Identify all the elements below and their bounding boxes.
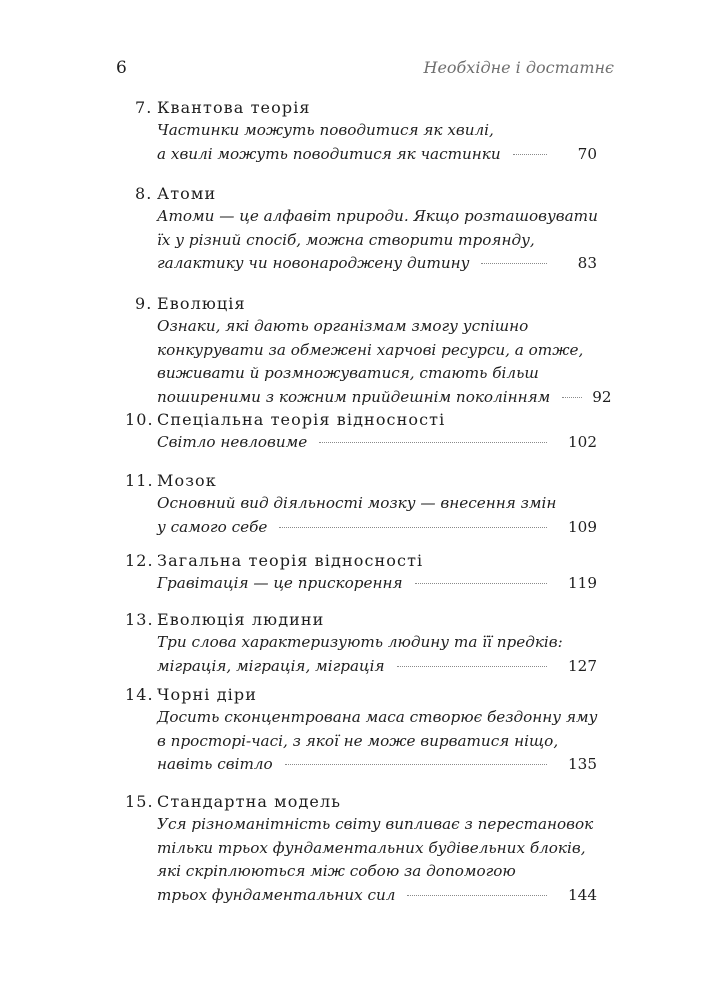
- chapter-title-text: Еволюція: [157, 294, 246, 313]
- chapter-title-text: Атоми: [157, 184, 217, 203]
- description-line: міграція, міграція, міграція: [157, 656, 385, 675]
- description-line: Досить сконцентрована маса створює бездонну яму: [157, 708, 598, 726]
- chapter-number: 8.: [135, 184, 153, 203]
- chapter-number: 11.: [125, 471, 154, 490]
- chapter-title-text: Спеціальна теорія відносності: [157, 410, 446, 429]
- chapter-description: [125, 431, 595, 455]
- page-reference: 109: [568, 517, 597, 536]
- description-line: Атоми — це алфавіт природи. Якщо розташовувати: [157, 207, 598, 225]
- page-reference: 102: [568, 433, 597, 451]
- description-line: навіть світло: [157, 755, 273, 773]
- chapter-number: 14.: [125, 685, 154, 704]
- dot-leader: [279, 527, 547, 528]
- toc-entry-15: [125, 790, 595, 907]
- chapter-title: [135, 182, 595, 205]
- toc-entry-9: [135, 292, 612, 409]
- toc-entry-12: [125, 549, 595, 596]
- chapter-description: [125, 706, 598, 777]
- toc-entry-13: [125, 608, 595, 678]
- chapter-description: [135, 119, 595, 166]
- chapter-title-text: Стандартна модель: [157, 792, 342, 811]
- description-line: у самого себе: [157, 517, 268, 536]
- description-line: поширеними з кожним прийдешнім поколінням: [157, 387, 551, 406]
- chapter-title-text: Загальна теорія відносності: [157, 551, 424, 570]
- chapter-description: [135, 315, 612, 409]
- chapter-title: [135, 292, 595, 315]
- description-line: Світло невловиме: [157, 433, 308, 451]
- description-line: галактику чи новонароджену дитину: [157, 254, 470, 272]
- description-last-line: [157, 884, 595, 908]
- description-line: їх у різний спосіб, можна створити троянду,: [157, 230, 535, 249]
- page-reference: 92: [592, 387, 612, 406]
- chapter-title: [125, 408, 595, 431]
- description-last-line: [157, 572, 595, 596]
- description-line: виживати й розмножуватися, стають більш: [157, 364, 539, 382]
- description-last-line: [157, 431, 595, 455]
- chapter-description: [135, 205, 598, 276]
- chapter-title: [135, 96, 595, 119]
- chapter-number: 7.: [135, 98, 153, 117]
- toc-entry-14: [125, 683, 598, 777]
- description-line: Уся різноманітність світу випливає з перестановок: [157, 815, 594, 833]
- page-reference: 144: [568, 885, 597, 904]
- description-line: а хвилі можуть поводитися як частинки: [157, 144, 501, 163]
- page-reference: 135: [568, 755, 597, 773]
- dot-leader: [562, 397, 582, 398]
- description-line: Ознаки, які дають організмам змогу успішно: [157, 317, 529, 335]
- dot-leader: [407, 895, 547, 896]
- toc-entry-10: [125, 408, 595, 455]
- chapter-number: 10.: [125, 410, 154, 429]
- description-last-line: [157, 655, 595, 679]
- description-last-line: [157, 753, 595, 777]
- description-line: тільки трьох фундаментальних будівельних блоків,: [157, 838, 586, 857]
- description-line: які скріплюються між собою за допомогою: [157, 862, 516, 880]
- chapter-title-text: Квантова теорія: [157, 98, 311, 117]
- description-line: конкурувати за обмежені харчові ресурси, а отже,: [157, 340, 584, 359]
- dot-leader: [415, 583, 547, 584]
- chapter-description: [125, 813, 595, 907]
- page-reference: 83: [577, 254, 597, 272]
- chapter-title: [125, 608, 595, 631]
- description-last-line: [157, 516, 595, 540]
- chapter-title: [125, 549, 595, 572]
- page-reference: 119: [568, 574, 597, 592]
- description-line: Три слова характеризують людину та її предків:: [157, 633, 563, 651]
- dot-leader: [285, 764, 547, 765]
- dot-leader: [397, 666, 547, 667]
- chapter-title: [125, 469, 595, 492]
- description-last-line: [157, 252, 595, 276]
- chapter-title-text: Чорні діри: [157, 685, 257, 704]
- toc-entry-11: [125, 469, 595, 539]
- page-reference: 127: [568, 656, 597, 675]
- dot-leader: [319, 442, 547, 443]
- chapter-title: [125, 683, 595, 706]
- description-line: Гравітація — це прискорення: [157, 574, 403, 592]
- dot-leader: [481, 263, 547, 264]
- running-header: Необхідне і достатнє: [423, 58, 614, 77]
- chapter-number: 12.: [125, 551, 154, 570]
- description-line: Частинки можуть поводитися як хвилі,: [157, 121, 494, 139]
- toc-entry-8: [135, 182, 598, 276]
- chapter-description: [125, 492, 595, 539]
- description-line: трьох фундаментальних сил: [157, 885, 396, 904]
- chapter-title-text: Еволюція людини: [157, 610, 325, 629]
- chapter-number: 15.: [125, 792, 154, 811]
- dot-leader: [513, 154, 547, 155]
- chapter-description: [125, 631, 595, 678]
- page-number: 6: [116, 58, 127, 78]
- toc-entry-7: [135, 96, 595, 166]
- chapter-number: 13.: [125, 610, 154, 629]
- chapter-title-text: Мозок: [157, 471, 217, 490]
- chapter-description: [125, 572, 595, 596]
- page-reference: 70: [577, 144, 597, 163]
- description-last-line: [157, 386, 612, 410]
- chapter-title: [125, 790, 595, 813]
- chapter-number: 9.: [135, 294, 153, 313]
- description-line: в просторі-часі, з якої не може вирватися ніщо,: [157, 731, 559, 750]
- description-line: Основний вид діяльності мозку — внесення змін: [157, 494, 557, 512]
- description-last-line: [157, 143, 595, 167]
